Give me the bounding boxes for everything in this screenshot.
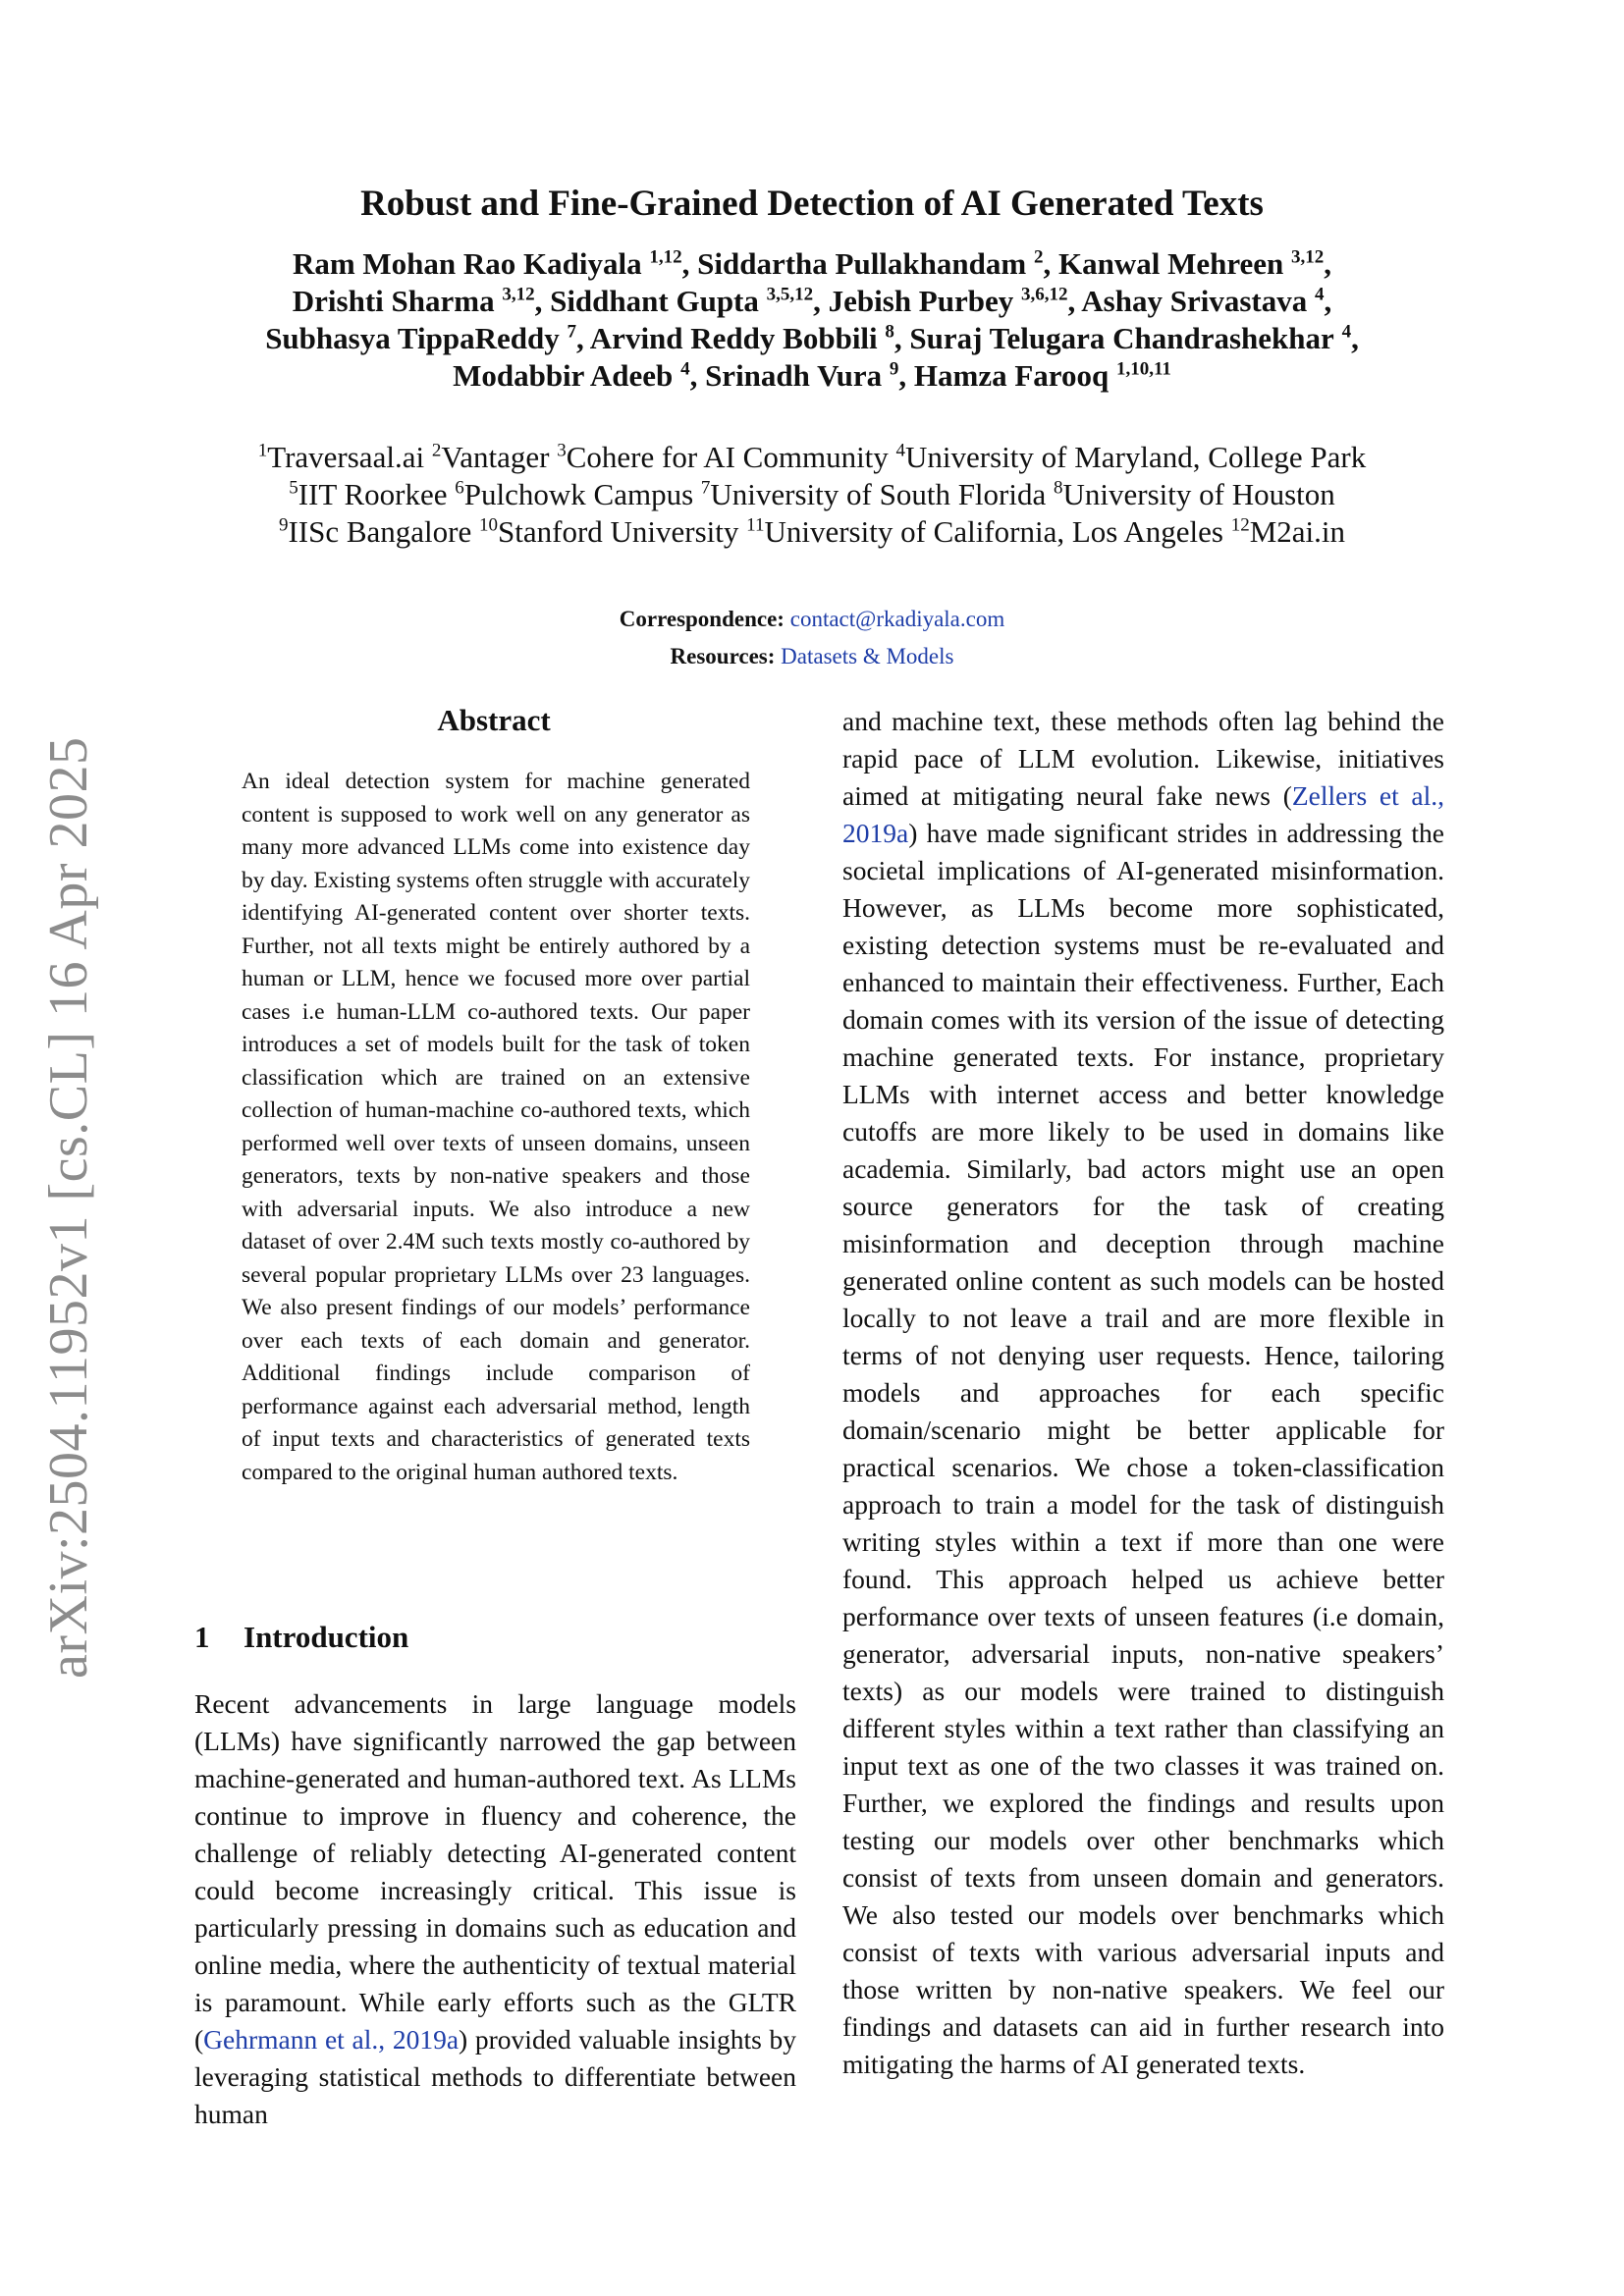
affiliation: $^{12}$M2ai.in (1230, 514, 1346, 549)
affiliation: $^{10}$Stanford University (479, 514, 739, 549)
author: Hamza Farooq $^{1,10,11}$ (913, 358, 1171, 393)
author: Suraj Telugara Chandrashekhar $^4$, (909, 321, 1359, 355)
author-list (177, 245, 1447, 395)
affiliation: $^2$Vantager (431, 440, 550, 474)
author: Jebish Purbey $^{3,6,12}$, (828, 284, 1076, 318)
correspondence-line (0, 601, 1624, 638)
arxiv-identifier: arXiv:2504.11952v1 [cs.CL] 16 Apr 2025 (38, 736, 99, 1679)
author-affiliation-mark: 2 (1033, 246, 1044, 268)
author-affiliation-mark: 4 (680, 358, 690, 380)
author-affiliation-mark: 4 (1315, 284, 1325, 305)
affiliation: $^8$University of Houston (1054, 477, 1335, 511)
author: Modabbir Adeeb $^4$, (453, 358, 698, 393)
abstract-text: An ideal detection system for machine generated content is supposed to work well on any generator as many more advanced LLMs come into existence day by day. Existing systems often struggle with accurately identifying AI-generated content over shorter texts. Further, not all texts might be entirely authored by a human or LLM, hence we focused more over partial cases i.e human-LLM co-authored texts. Our paper introduces a set of models built for the task of token classification which are trained on an extensive collection of human-machine co-authored texts, which performed well over texts of unseen domains, unseen generators, texts by non-native speakers and those with adversarial inputs. We also introduce a new dataset of over 2.4M such texts mostly co-authored by several popular proprietary LLMs over 23 languages. We also present findings of our models’ performance over each texts of each domain and generator. Additional findings include comparison of performance against each adversarial method, length of input texts and characteristics of generated texts compared to the original human authored texts. (242, 769, 750, 1485)
author: Ashay Srivastava $^4$, (1081, 284, 1332, 318)
citation-link-gehrmann[interactable]: Gehrmann et al., 2019a (203, 2024, 460, 2055)
resources-link[interactable]: Datasets & Models (781, 644, 954, 668)
abstract-heading: Abstract (437, 703, 551, 737)
author-affiliation-mark: 3,6,12 (1021, 284, 1068, 305)
contact-block (0, 601, 1624, 675)
author-affiliation-mark: 7 (567, 321, 576, 343)
author: Siddartha Pullakhandam $^2$, (697, 246, 1052, 281)
author: Arvind Reddy Bobbili $^8$, (589, 321, 902, 355)
author: Srinadh Vura $^9$, (705, 358, 907, 393)
author: Drishti Sharma $^{3,12}$, (292, 284, 543, 318)
email-link[interactable]: contact@rkadiyala.com (789, 607, 1005, 631)
correspondence-label: Correspondence: (619, 607, 785, 631)
affiliation: $^1$Traversaal.ai (257, 440, 425, 474)
affiliation: $^5$IIT Roorkee (289, 477, 448, 511)
affiliation-list (147, 439, 1477, 551)
author-affiliation-mark: 3,12 (502, 284, 535, 305)
citation-link-zellers[interactable]: Zellers et al., 2019a (842, 780, 1445, 848)
introduction-paragraph-continued: and machine text, these methods often lag behind the rapid pace of LLM evolution. Likewise, initiatives aimed at mitigating neural fake news (Zellers et al., 2019a) have made significant strides in addressing the societal implications of AI-generated misinformation. However, as LLMs become more sophisticated, existing detection systems must be re-evaluated and enhanced to maintain their effectiveness. Further, Each domain comes with its version of the issue of detecting machine generated texts. For instance, proprietary LLMs with internet access and better knowledge cutoffs are more likely to be used in domains like academia. Similarly, bad actors might use an open source generators for the task of creating misinformation and deception through machine generated online content as such models can be hosted locally to not leave a trail and are more flexible in terms of not denying user requests. Hence, tailoring models and approaches for each specific domain/scenario might be better applicable for practical scenarios. We chose a token-classification approach to train a model for the task of distinguish writing styles within a text if more than one were found. This approach helped us achieve better performance over texts of unseen features (i.e domain, generator, adversarial inputs, non-native speakers’ texts) as our models were trained to distinguish different styles within a text rather than classifying an input text as one of the two classes it was trained on. Further, we explored the findings and results upon testing our models over other benchmarks which consist of texts from unseen domain and generators. We also tested our models over benchmarks which consist of texts with various adversarial inputs and those written by non-native speakers. We feel our findings and datasets can aid in further research into mitigating the harms of AI generated texts. (842, 706, 1445, 2079)
affiliation: $^6$Pulchowk Campus (455, 477, 694, 511)
author-affiliation-mark: 8 (885, 321, 894, 343)
resources-label: Resources: (670, 644, 776, 668)
section-number: 1 (194, 1620, 210, 1654)
author: Kanwal Mehreen $^{3,12}$, (1057, 246, 1332, 281)
author: Subhasya TippaReddy $^7$, (265, 321, 584, 355)
section-heading-introduction (194, 1620, 408, 1655)
author-affiliation-mark: 4 (1341, 321, 1352, 343)
author-affiliation-mark: 1,12 (649, 246, 682, 268)
author: Ram Mohan Rao Kadiyala $^{1,12}$, (292, 246, 690, 281)
author-affiliation-mark: 3,12 (1291, 246, 1325, 268)
introduction-paragraph: Recent advancements in large language models (LLMs) have significantly narrowed the gap between machine-generated and human-authored text. As LLMs continue to improve in fluency and coherence, the challenge of reliably detecting AI-generated content could become increasingly critical. This issue is particularly pressing in domains such as education and online media, where the authenticity of textual material is paramount. While early efforts such as the GLTR (Gehrmann et al., 2019a) provided valuable insights by leveraging statistical methods to differentiate between human (194, 1688, 797, 2129)
author-affiliation-mark: 9 (889, 358, 899, 380)
affiliation: $^4$University of Maryland, College Park (895, 440, 1367, 474)
author-affiliation-mark: 3,5,12 (766, 284, 814, 305)
author: Siddhant Gupta $^{3,5,12}$, (550, 284, 821, 318)
affiliation: $^3$Cohere for AI Community (557, 440, 889, 474)
paper-title: Robust and Fine-Grained Detection of AI Generated Texts (360, 184, 1264, 224)
affiliation: $^{11}$University of California, Los Angeles (746, 514, 1223, 549)
affiliation: $^9$IISc Bangalore (278, 514, 472, 549)
section-title: Introduction (244, 1620, 409, 1654)
affiliation: $^7$University of South Florida (700, 477, 1047, 511)
author-affiliation-mark: 1,10,11 (1115, 358, 1171, 380)
resources-line (0, 638, 1624, 675)
